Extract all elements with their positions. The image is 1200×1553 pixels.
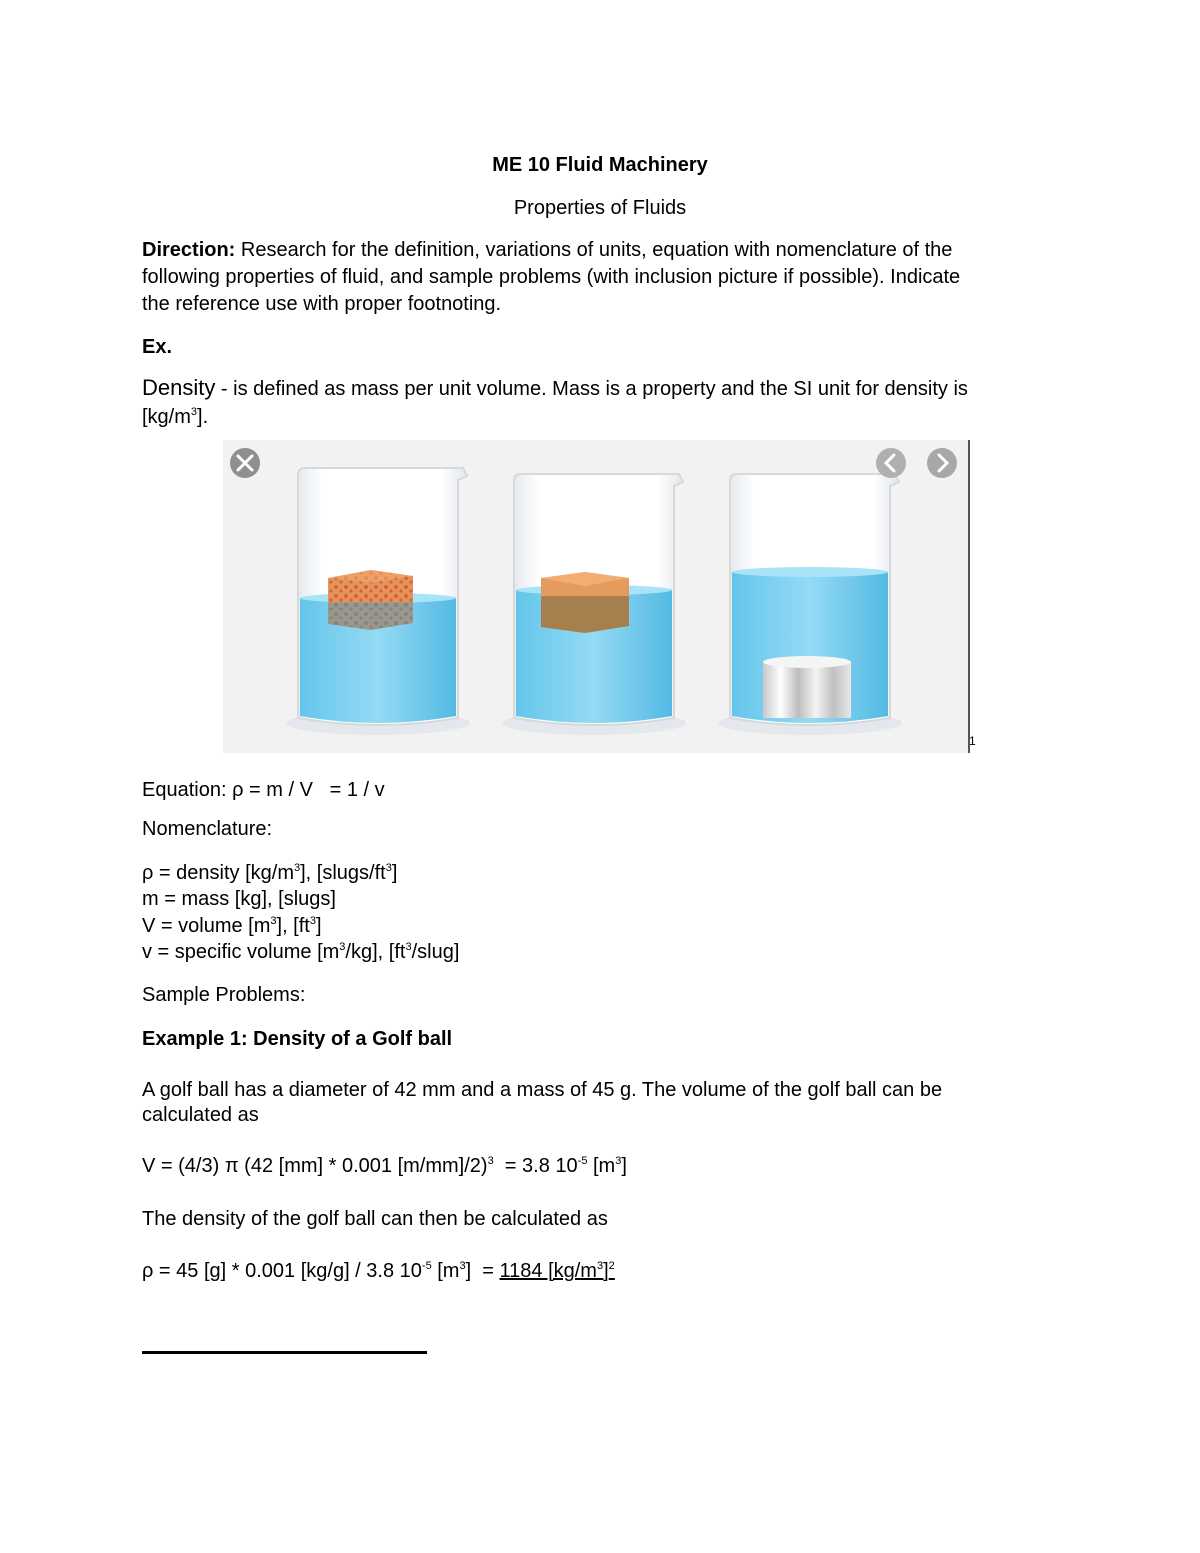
direction-line-3: the reference use with proper footnoting. (142, 293, 502, 315)
density-definition-text: - is defined as mass per unit volume. Mass is a property and the SI unit for density is (215, 378, 968, 400)
example-1-text-line-3: The density of the golf ball can then be calculated as (142, 1208, 608, 1230)
rho-result-b: ] (603, 1260, 609, 1282)
rho-eq-b: [m (431, 1260, 460, 1282)
volume-equation (142, 1154, 627, 1178)
nomenclature-density (142, 861, 397, 885)
footnote-separator (142, 1351, 427, 1354)
close-icon[interactable] (230, 448, 260, 478)
nom-volume-sup2: 3 (309, 915, 316, 927)
rho-eq-a: ρ = 45 [g] * 0.001 [kg/g] / 3.8 10 (142, 1260, 422, 1282)
nom-density-sup2: 3 (385, 862, 392, 874)
nom-sv-c: /slug] (411, 941, 460, 963)
figure-edge (968, 440, 970, 753)
rho-eq-c: ] = (465, 1260, 500, 1282)
rho-eq-sup2: 3 (459, 1260, 466, 1272)
nom-volume-b: ], [ft (276, 915, 310, 937)
example-label: Ex. (142, 336, 173, 358)
nomenclature-volume (142, 914, 322, 938)
page-subtitle: Properties of Fluids (513, 197, 687, 219)
v-eq-a: V = (4/3) π (42 [mm] * 0.001 [m/mm]/2) (142, 1155, 488, 1177)
example-1-text-line-2: calculated as (142, 1104, 259, 1126)
direction-line-2: following properties of fluid, and sample problems (with inclusion picture if possible). Indicate (142, 266, 961, 288)
beaker-2 (502, 474, 686, 735)
nom-sv-a: v = specific volume [m (142, 941, 340, 963)
page-title: ME 10 Fluid Machinery (492, 154, 708, 176)
density-definition-line-1 (142, 376, 968, 401)
beaker-3 (718, 474, 902, 735)
v-eq-sup3: 3 (615, 1155, 622, 1167)
direction-label: Direction: (142, 239, 236, 261)
nomenclature-mass: m = mass [kg], [slugs] (142, 888, 336, 910)
beakers-figure (223, 440, 970, 753)
sample-problems-heading: Sample Problems: (142, 984, 306, 1006)
nom-sv-b: /kg], [ft (345, 941, 406, 963)
figure-footnote-ref: 1 (969, 734, 976, 748)
nom-volume-a: V = volume [m (142, 915, 271, 937)
v-eq-sup: 3 (487, 1155, 494, 1167)
nomenclature-specific-volume (142, 940, 459, 964)
nom-density-c: ] (391, 862, 398, 884)
nom-sv-sup1: 3 (339, 941, 346, 953)
nom-volume-c: ] (315, 915, 322, 937)
rho-eq-sup: -5 (421, 1260, 432, 1272)
direction-text-1: Research for the definition, variations of units, equation with nomenclature of the (240, 239, 953, 261)
rho-footnote-ref: 2 (608, 1260, 615, 1272)
nom-density-sup1: 3 (294, 862, 301, 874)
density-unit-pre: [kg/m (142, 406, 191, 428)
v-eq-sup2: -5 (577, 1155, 588, 1167)
nom-volume-sup1: 3 (270, 915, 277, 927)
density-unit-post: ]. (197, 406, 209, 428)
rho-result-a: 1184 [kg/m (499, 1260, 597, 1282)
density-result-value (500, 1260, 615, 1282)
nom-density-a: ρ = density [kg/m (142, 862, 294, 884)
direction-line-1 (142, 238, 952, 262)
example-1-text-line-1: A golf ball has a diameter of 42 mm and a mass of 45 g. The volume of the golf ball can be (142, 1079, 943, 1101)
density-definition-line-2 (142, 405, 208, 429)
nomenclature-heading: Nomenclature: (142, 818, 273, 840)
density-unit-sup: 3 (190, 406, 198, 418)
chevron-right-icon[interactable] (927, 448, 957, 478)
v-eq-d: ] (621, 1155, 627, 1177)
density-equation: Equation: ρ = m / V = 1 / v (142, 779, 385, 801)
metal-block (763, 662, 851, 718)
example-1-title: Example 1: Density of a Golf ball (142, 1028, 453, 1050)
v-eq-c: [m (587, 1155, 616, 1177)
nom-density-b: ], [slugs/ft (300, 862, 386, 884)
nom-sv-sup2: 3 (405, 941, 412, 953)
density-result-equation (142, 1259, 615, 1283)
density-term: Density (142, 375, 216, 400)
chevron-left-icon[interactable] (876, 448, 906, 478)
beakers-illustration (223, 440, 970, 753)
rho-result-sup: 3 (596, 1260, 604, 1272)
beaker-1 (286, 468, 470, 735)
v-eq-b: = 3.8 10 (493, 1155, 578, 1177)
